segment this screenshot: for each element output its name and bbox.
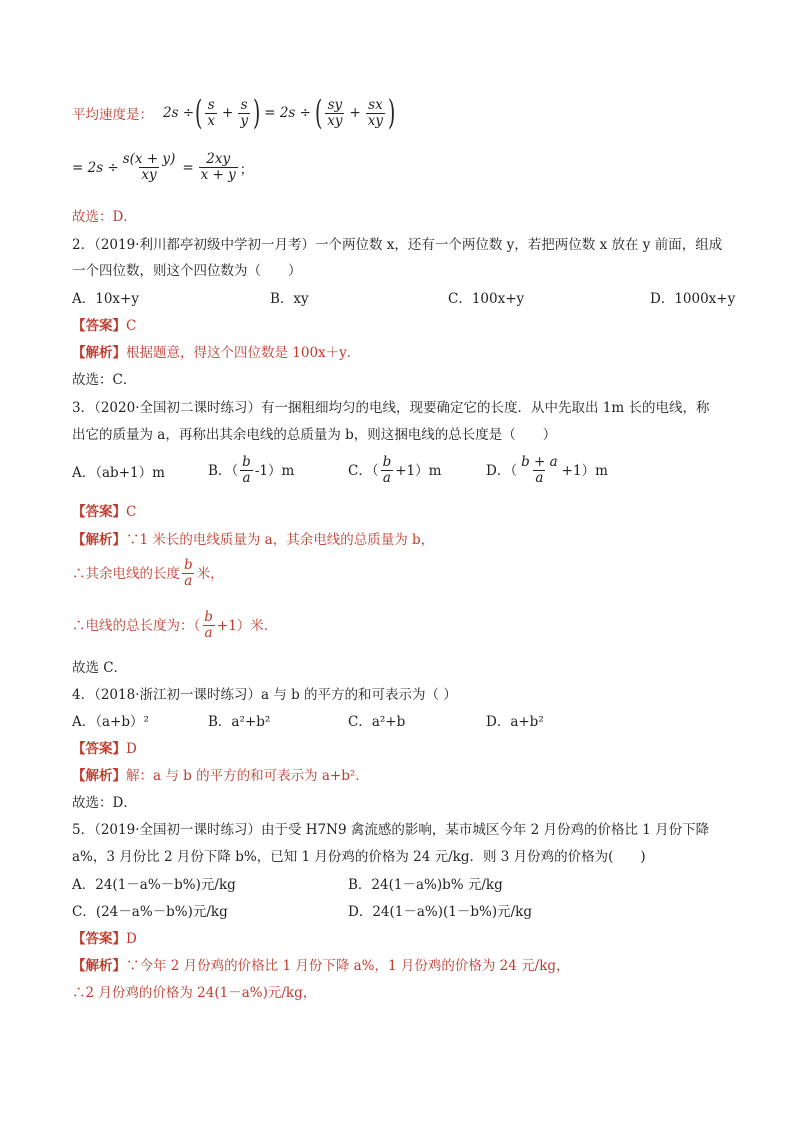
q5-answer: 【答案】D bbox=[72, 931, 137, 947]
q2-option-d: D．1000x+y bbox=[650, 291, 736, 307]
q4-choose: 故选：D． bbox=[72, 795, 137, 811]
q5-text-line-1: 5．（2019·全国初一课时练习）由于受 H7N9 禽流感的影响，某市城区今年 2 月份鸡的价格比 1 月份下降 bbox=[72, 822, 710, 838]
q3-option-b: B．（ $\frac{b}{a}$ -1）m bbox=[208, 454, 295, 486]
q3-choose: 故选 C． bbox=[72, 660, 128, 676]
q4-answer: 【答案】D bbox=[72, 741, 137, 757]
q2-text-line-2: 一个四位数，则这个四位数为（ ） bbox=[72, 263, 302, 279]
q3-analysis-1: 【解析】∵1 米长的电线质量为 a，其余电线的总质量为 b， bbox=[72, 532, 435, 548]
fraction: $\frac{sx}{xy}$ bbox=[367, 96, 384, 129]
q2-text-line-1: 2．（2019·利川都亭初级中学初一月考）一个两位数 x，还有一个两位数 y，若把两位数 x 放在 y 前面，组成 bbox=[72, 237, 723, 253]
q3-option-c: C．（ $\frac{b}{a}$ +1）m bbox=[348, 454, 442, 486]
avg-speed-line-2: = 2s ÷ $\frac{s(x + y)}{xy}$ = $\frac{2xy}{x + y}$ ； bbox=[72, 151, 254, 183]
intro-choose: 故选：D． bbox=[72, 209, 137, 225]
q5-option-a: A．24(1－a%－b%)元/kg bbox=[72, 877, 236, 893]
fraction: $\frac{sy}{xy}$ bbox=[327, 96, 343, 129]
q3-answer: 【答案】C bbox=[72, 504, 137, 520]
fraction: $\frac{s(x + y)}{xy}$ bbox=[122, 151, 176, 183]
q4-option-a: A．（a+b）² bbox=[72, 714, 149, 730]
q5-option-c: C．(24－a%－b%)元/kg bbox=[72, 904, 228, 920]
q2-analysis: 【解析】根据题意，得这个四位数是 100x＋y． bbox=[72, 345, 361, 361]
q3-text-line-2: 出它的质量为 a，再称出其余电线的总质量为 b，则这捆电线的总长度是（ ） bbox=[72, 427, 557, 443]
q3-analysis-3: ∴电线的总长度为：（ $\frac{b}{a}$ +1）米． bbox=[72, 609, 278, 641]
avg-speed-line-1: 平均速度是： 2s ÷ ( $\frac{s}{x}$ + $\frac{s}{y}$ ) = 2s ÷ ( $\frac{sy}{xy}$ + $\frac{sx}{xy}$ ) bbox=[72, 93, 396, 133]
q5-analysis-1: 【解析】∵今年 2 月份鸡的价格比 1 月份下降 a%，1 月份鸡的价格为 24 元/kg， bbox=[72, 958, 570, 974]
fraction: $\frac{s}{y}$ bbox=[240, 96, 248, 129]
q4-option-d: D．a+b² bbox=[486, 714, 544, 730]
q2-option-c: C．100x+y bbox=[448, 291, 525, 307]
q4-analysis: 【解析】解：a 与 b 的平方的和可表示为 a+b²． bbox=[72, 768, 369, 784]
fraction: $\frac{2xy}{x + y}$ bbox=[200, 151, 236, 183]
q5-text-line-2: a%，3 月份比 2 月份下降 b%，已知 1 月份鸡的价格为 24 元/kg．则 3 月份鸡的价格为( ) bbox=[72, 849, 646, 865]
q2-option-a: A．10x+y bbox=[72, 291, 139, 307]
q2-answer: 【答案】C bbox=[72, 318, 137, 334]
q2-option-b: B．xy bbox=[270, 291, 309, 307]
fraction: $\frac{s}{x}$ bbox=[207, 96, 216, 129]
q3-analysis-2: ∴其余电线的长度 $\frac{b}{a}$ 米， bbox=[72, 557, 224, 589]
q5-analysis-2: ∴2 月份鸡的价格为 24(1－a%)元/kg， bbox=[72, 985, 317, 1001]
q3-option-a: A．（ab+1）m bbox=[72, 465, 165, 481]
q3-option-d: D．（ $\frac{b + a}{a}$ +1）m bbox=[486, 454, 608, 486]
q4-text: 4．（2018·浙江初一课时练习）a 与 b 的平方的和可表示为（ ） bbox=[72, 687, 457, 703]
q4-option-c: C．a²+b bbox=[348, 714, 406, 730]
avg-speed-label: 平均速度是： bbox=[72, 107, 153, 123]
q2-choose: 故选：C． bbox=[72, 372, 137, 388]
q4-option-b: B．a²+b² bbox=[208, 714, 271, 730]
q5-option-b: B．24(1－a%)b% 元/kg bbox=[348, 877, 503, 893]
q5-option-d: D．24(1－a%)(1－b%)元/kg bbox=[348, 904, 532, 920]
q3-text-line-1: 3．（2020·全国初二课时练习）有一捆粗细均匀的电线，现要确定它的长度．从中先取出 1m 长的电线，称 bbox=[72, 400, 710, 416]
